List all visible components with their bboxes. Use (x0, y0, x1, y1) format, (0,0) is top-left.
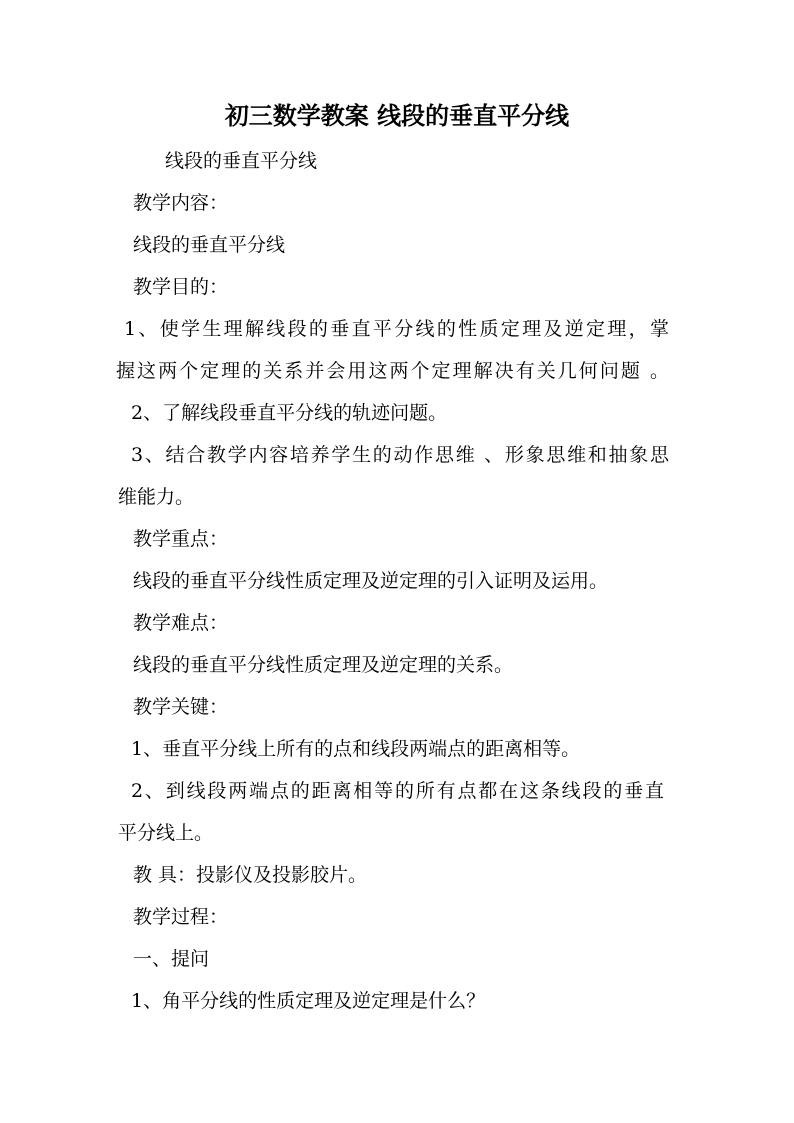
section-heading: 一、提问 (133, 948, 210, 970)
paragraph-line: 2、到线段两端点的距离相等的所有点都在这条线段的垂直 (131, 780, 664, 802)
teaching-tools-line: 教 具：投影仪及投影胶片。 (133, 864, 368, 886)
paragraph-line: 2、了解线段垂直平分线的轨迹问题。 (131, 402, 448, 424)
text-line: 线段的垂直平分线 (133, 234, 286, 256)
paragraph-line: 维能力。 (118, 486, 195, 508)
heading-key: 教学关键： (133, 696, 229, 718)
heading-key-points: 教学重点： (133, 528, 229, 550)
subtitle-line: 线段的垂直平分线 (165, 150, 318, 172)
heading-teaching-content: 教学内容： (133, 192, 229, 214)
paragraph-line: 1、垂直平分线上所有的点和线段两端点的距离相等。 (131, 738, 581, 760)
document-title: 初三数学教案 线段的垂直平分线 (224, 101, 570, 130)
paragraph-line: 平分线上。 (118, 822, 214, 844)
heading-teaching-purpose: 教学目的： (133, 276, 229, 298)
heading-difficulties: 教学难点： (133, 612, 229, 634)
paragraph-line: 1、使学生理解线段的垂直平分线的性质定理及逆定理，掌 (124, 318, 669, 340)
text-line: 线段的垂直平分线性质定理及逆定理的引入证明及运用。 (133, 570, 609, 592)
paragraph-line: 握这两个定理的关系并会用这两个定理解决有关几何问题 。 (116, 360, 669, 382)
paragraph-line: 3、结合教学内容培养学生的动作思维 、形象思维和抽象思 (131, 444, 669, 466)
text-line: 线段的垂直平分线性质定理及逆定理的关系。 (133, 654, 514, 676)
heading-teaching-process: 教学过程： (133, 906, 229, 928)
question-line: 1、角平分线的性质定理及逆定理是什么？ (131, 990, 486, 1012)
